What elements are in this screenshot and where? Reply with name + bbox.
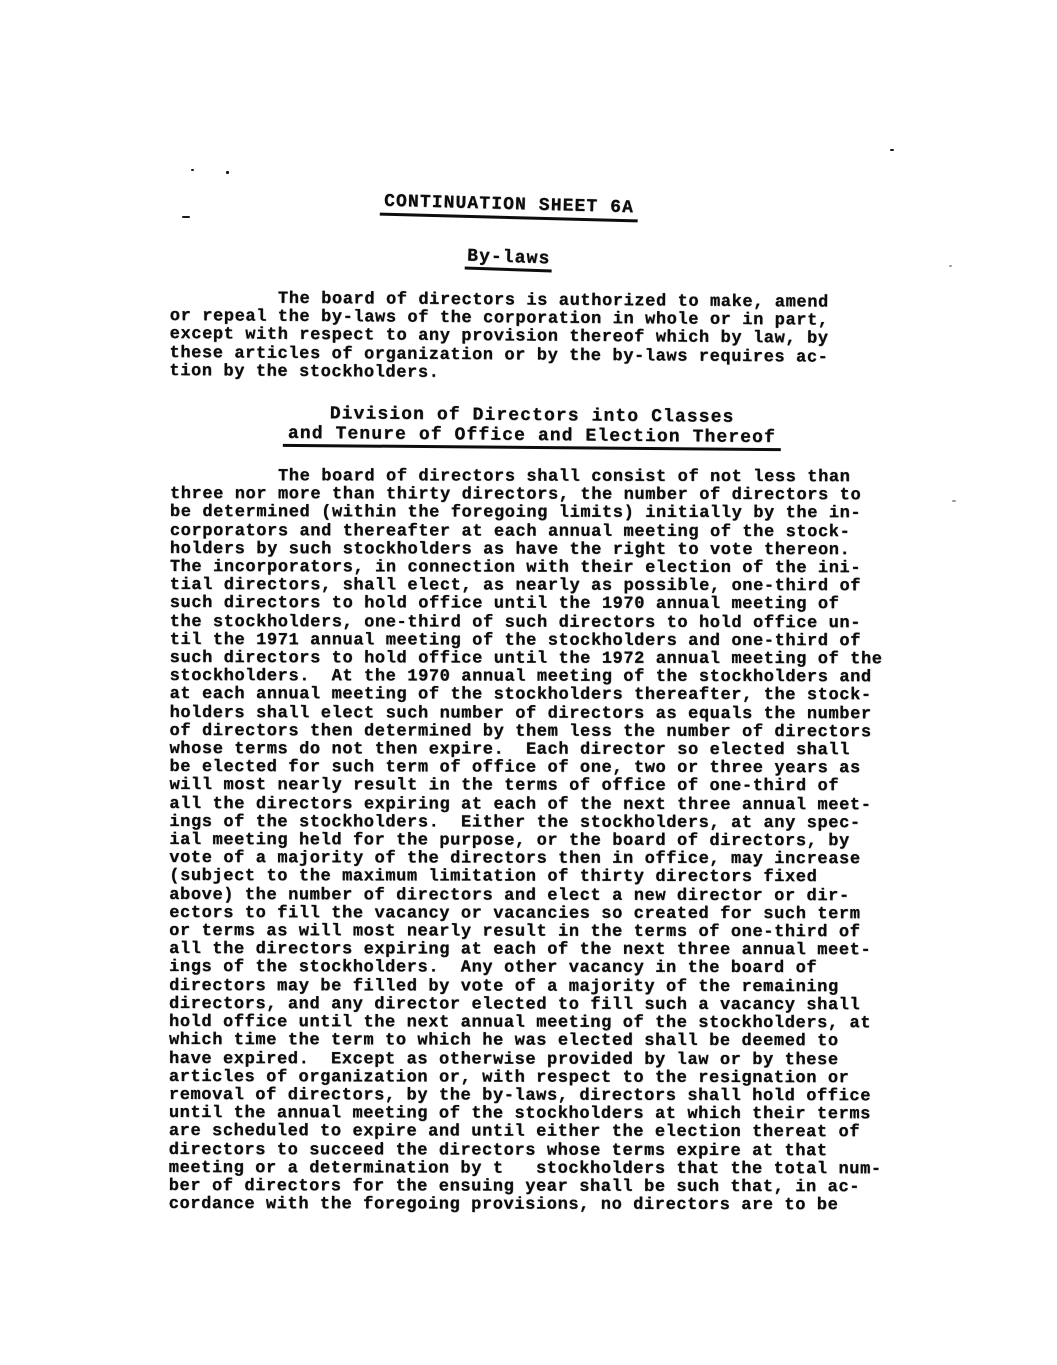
text-line: will most nearly result in the terms of office of one-third of xyxy=(169,776,840,797)
text-line: til the 1971 annual meeting of the stockholders and one-third of xyxy=(169,630,862,652)
text-line: whose terms do not then expire. Each director so elected shall xyxy=(169,740,851,761)
text-line: corporators and thereafter at each annual meeting of the stock- xyxy=(169,521,851,542)
scan-artifact xyxy=(191,169,194,171)
text-line: (subject to the maximum limitation of thirty directors fixed xyxy=(169,867,818,888)
scan-artifact xyxy=(952,500,956,502)
text-line: are scheduled to expire and until either the election thereat of xyxy=(168,1122,861,1143)
text-line: all the directors expiring at each of the next three annual meet- xyxy=(169,940,872,961)
text-line: tial directors, shall elect, as nearly as possible, one-third of xyxy=(169,576,862,597)
scan-artifact xyxy=(949,265,952,267)
scan-artifact xyxy=(890,149,894,151)
bylaws-paragraph xyxy=(169,290,894,386)
text-line: these articles of organization or by the by-laws requires ac- xyxy=(169,343,829,368)
text-line: of directors then determined by them less the number of directors xyxy=(169,721,872,743)
text-line: meeting or a determination by t stockholders that the total num- xyxy=(168,1158,882,1179)
text-line: ial meeting held for the purpose, or the board of directors, by xyxy=(169,831,850,852)
text-line: cordance with the foregoing provisions, no directors are to be xyxy=(168,1195,839,1216)
text-line: The board of directors shall consist of not less than xyxy=(169,467,851,488)
text-line: directors may be filled by vote of a majority of the remaining xyxy=(169,976,839,997)
text-line: ectors to fill the vacancy or vacancies so created for such term xyxy=(169,903,861,925)
text-line: be elected for such term of office of one, two or three years as xyxy=(169,758,861,779)
scan-artifact xyxy=(226,171,229,174)
text-line: such directors to hold office until the 1970 annual meeting of xyxy=(169,594,840,615)
text-line: vote of a majority of the directors then in office, may increase xyxy=(169,849,861,870)
text-line: directors, and any director elected to fill such a vacancy shall xyxy=(169,994,861,1016)
text-line: holders shall elect such number of directors as equals the number xyxy=(169,703,872,724)
text-line: at each annual meeting of the stockholders thereafter, the stock- xyxy=(169,685,872,706)
title-block xyxy=(147,191,871,219)
document-content xyxy=(168,191,894,1216)
text-line: have expired. Except as otherwise provided by law or by these xyxy=(168,1049,839,1070)
text-line: or repeal the by-laws of the corporation in whole or in part, xyxy=(169,307,829,331)
text-line: or terms as will most nearly result in the terms of one-third of xyxy=(169,922,861,943)
division-heading-block xyxy=(170,404,894,452)
division-section-title-line2: and Tenure of Office and Election Thereof xyxy=(283,424,781,451)
text-line: three nor more than thirty directors, the number of directors to xyxy=(169,485,862,506)
page-title: CONTINUATION SHEET 6A xyxy=(380,193,638,223)
text-line: the stockholders, one-third of such directors to hold office un- xyxy=(169,612,862,633)
text-line: tion by the stockholders. xyxy=(169,361,440,383)
division-paragraph xyxy=(169,468,894,1216)
text-line: removal of directors, by the by-laws, directors shall hold office xyxy=(168,1085,872,1107)
text-line: The board of directors is authorized to make, amend xyxy=(169,289,829,313)
text-line: holders by such stockholders as have the right to vote thereon. xyxy=(169,539,851,561)
text-line: hold office until the next annual meeting of the stockholders, at xyxy=(169,1013,872,1034)
text-line: ings of the stockholders. Any other vacancy in the board of xyxy=(169,958,818,979)
text-line: all the directors expiring at each of the next three annual meet- xyxy=(169,794,872,815)
text-line: above) the number of directors and elect a new director or dir- xyxy=(169,885,850,906)
text-line: The incorporators, in connection with their election of the ini- xyxy=(169,558,862,579)
text-line: ings of the stockholders. Either the stockholders, at any spec- xyxy=(169,812,861,834)
text-line: such directors to hold office until the 1972 annual meeting of the xyxy=(169,649,883,670)
text-line: be determined (within the foregoing limits) initially by the in- xyxy=(169,503,862,524)
bylaws-section-title: By-laws xyxy=(465,247,553,272)
text-line: stockholders. At the 1970 annual meeting of the stockholders and xyxy=(169,667,872,688)
text-line: directors to succeed the directors whose terms expire at that xyxy=(168,1140,828,1161)
text-line: ber of directors for the ensuing year shall be such that, in ac- xyxy=(168,1176,861,1198)
text-line: until the annual meeting of the stockholders at which their terms xyxy=(168,1104,871,1125)
bylaws-heading-block xyxy=(147,219,871,271)
division-section-title-line1: Division of Directors into Classes xyxy=(329,404,735,428)
text-line: which time the term to which he was elected shall be deemed to xyxy=(168,1031,839,1052)
text-line: except with respect to any provision thereof which by law, by xyxy=(169,325,829,350)
text-line: articles of organization or, with respect to the resignation or xyxy=(168,1067,850,1088)
